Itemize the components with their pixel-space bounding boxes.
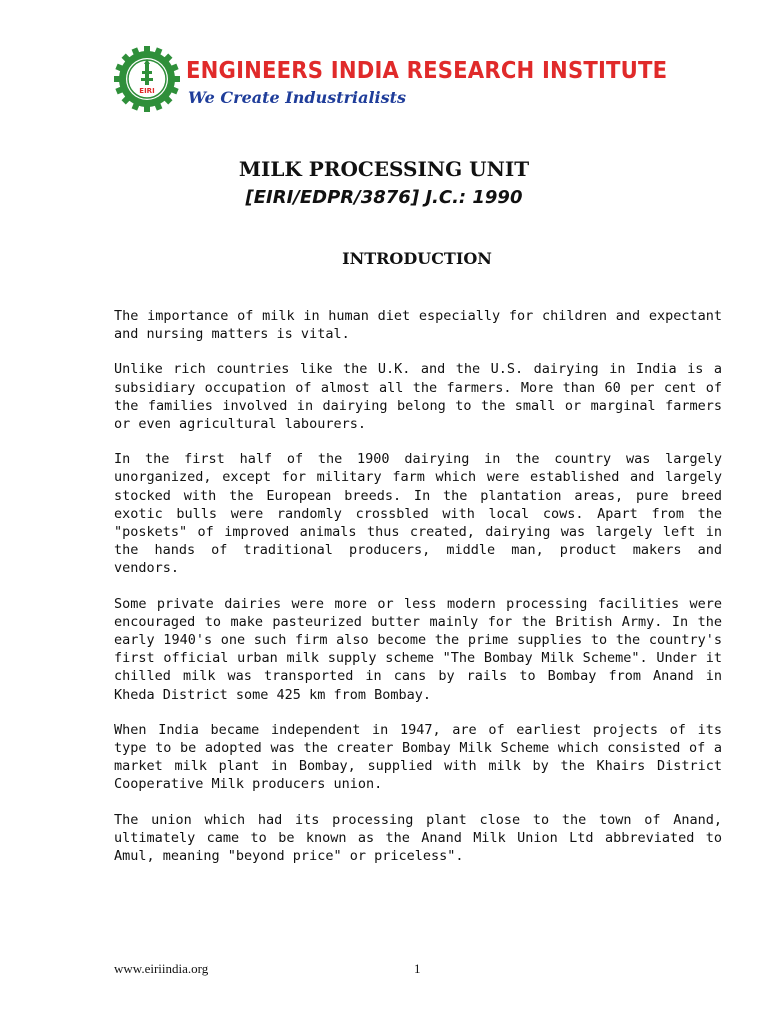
paragraph: The union which had its processing plant close to the town of Anand, ultimately came to be known as the Anand Milk Union Ltd abbreviated to Amul, meaning "beyond price" or priceless". [114,811,722,865]
footer-website: www.eiriindia.org [114,961,209,976]
paragraph: Unlike rich countries like the U.K. and the U.S. dairying in India is a subsidiary occupation of almost all the farmers. More than 60 per cent of the families involved in dairying belong to the small or marginal farmers or even agricultural labourers. [114,361,722,433]
paragraph: The importance of milk in human diet especially for children and expectant and nursing matters is vital. [114,308,722,343]
paragraph: Some private dairies were more or less modern processing facilities were encouraged to make pasteurized butter mainly for the British Army. In the early 1940's one such firm also become the prime supplies to the country's first official urban milk supply scheme "The Bombay Milk Scheme". Under it chilled milk was transported in cans by rails to Bombay from Anand in Kheda District some 425 km from Bombay. [114,595,722,703]
document-subtitle: [EIRI/EDPR/3876] J.C.: 1990 [245,187,523,208]
paragraph: When India became independent in 1947, are of earliest projects of its type to be adopted was the creater Bombay Milk Scheme which consisted of a market milk plant in Bombay, supplied with milk by the Khairs District Cooperative Milk producers union. [114,721,722,793]
brand-name: ENGINEERS INDIA RESEARCH INSTITUTE [186,58,668,84]
document-title: MILK PROCESSING UNIT [238,157,530,181]
section-heading: INTRODUCTION [342,249,492,268]
gear-seal-tower-icon [114,46,180,112]
paragraph: In the first half of the 1900 dairying in the country was largely unorganized, except for military farm which were established and largely stocked with the European breeds. In the plantation areas, pure breed exotic bulls were randomly crossbled with local cows. Apart from the "poskets" of improved animals thus created, dairying was largely left in the hands of traditional producers, middle man, product makers and vendors. [114,451,722,577]
page-number: 1 [414,961,421,976]
document-body [114,307,722,882]
seal-text: EIRI [139,87,155,95]
brand-tagline: We Create Industrialists [188,88,407,107]
header-logo [114,46,668,122]
